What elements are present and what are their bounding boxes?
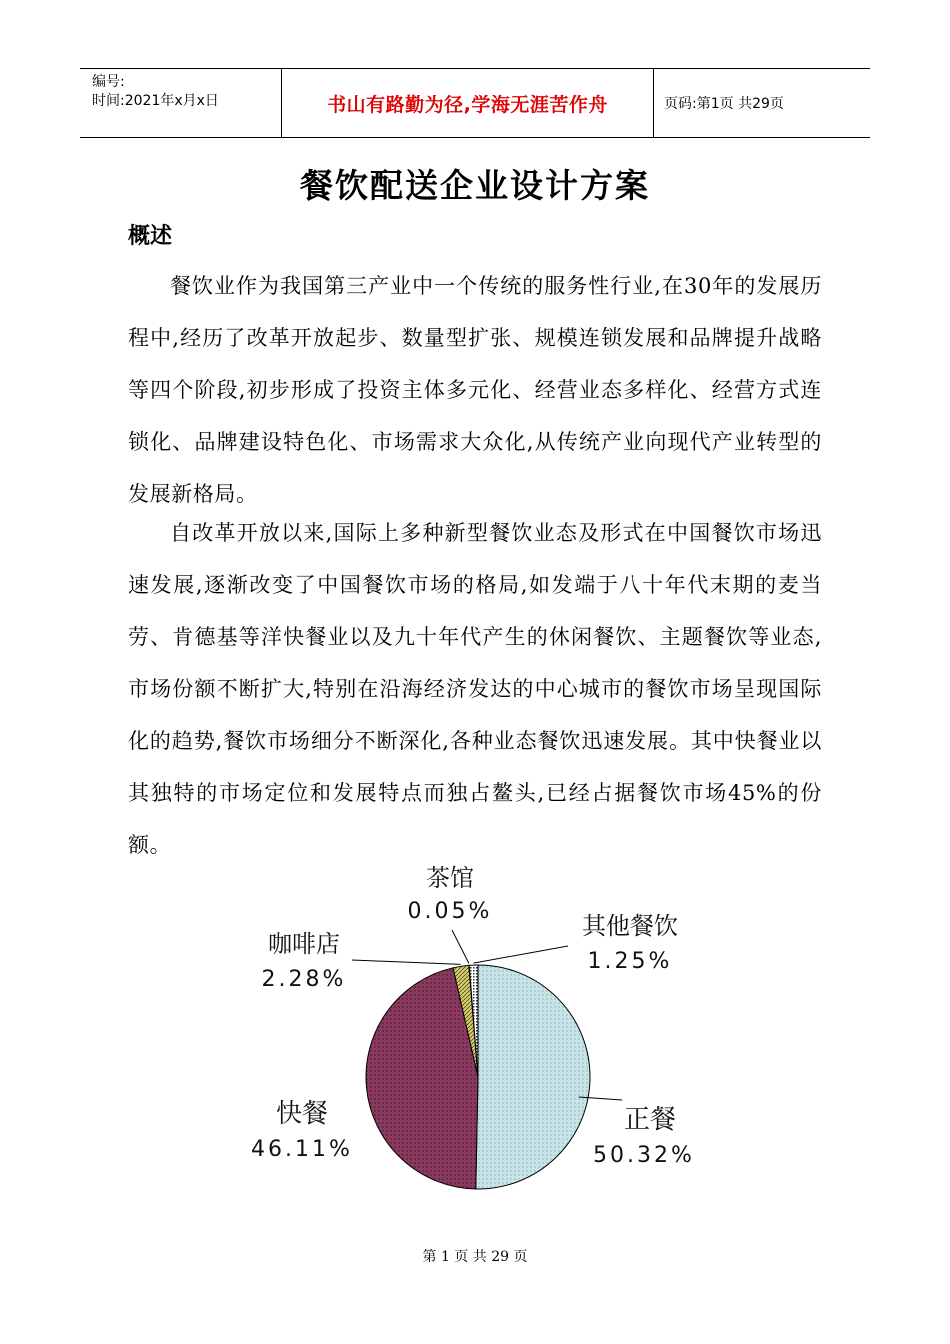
header-motto: 书山有路勤为径,学海无涯苦作舟 — [282, 69, 654, 137]
document-date: 时间:2021年x月x日 — [92, 93, 219, 109]
header-page-info: 页码:第1页 共29页 — [664, 96, 784, 112]
leader-line — [452, 930, 469, 963]
slice-label-fast-food: 46.11% — [251, 1137, 353, 1162]
paragraph-2: 自改革开放以来,国际上多种新型餐饮业态及形式在中国餐饮市场迅速发展,逐渐改变了中国餐饮市场的格局,如发端于八十年代末期的麦当劳、肯德基等洋快餐业以及九十年代产生的休闲餐饮、主题餐饮等业态,市场份额不断扩大,特别在沿海经济发达的中心城市的餐饮市场呈现国际化的趋势,餐饮市场细分不断深化,各种业态餐饮迅速发展。其中快餐业以其独特的市场定位和发展特点而独占鳌头,已经占据餐饮市场45%的份额。 — [128, 521, 822, 857]
document-number-label: 编号: — [92, 74, 125, 90]
document-title: 餐饮配送企业设计方案 — [300, 166, 650, 205]
paragraph-1: 餐饮业作为我国第三产业中一个传统的服务性行业,在30年的发展历程中,经历了改革开放起步、数量型扩张、规模连锁发展和品牌提升战略等四个阶段,初步形成了投资主体多元化、经营业态多样化、经营方式连锁化、品牌建设特色化、市场需求大众化,从传统产业向现代产业转型的发展新格局。 — [128, 274, 822, 506]
leader-line — [352, 960, 461, 964]
header-left-cell — [80, 69, 282, 137]
slice-label-coffee-shop: 2.28% — [261, 967, 347, 992]
page-footer: 第 1 页 共 29 页 — [422, 1249, 528, 1265]
slice-label-formal-dining: 50.32% — [593, 1143, 695, 1168]
slice-label-tea-house: 0.05% — [407, 899, 493, 924]
pie-chart — [230, 850, 720, 1220]
header-table — [80, 68, 870, 138]
section-heading: 概述 — [128, 224, 173, 249]
slice-name-formal-dining: 正餐 — [623, 1105, 677, 1135]
leader-line — [474, 946, 568, 963]
slice-name-tea-house: 茶馆 — [426, 864, 474, 892]
pie-slices — [366, 965, 590, 1189]
slice-label-other-dining: 1.25% — [587, 949, 673, 974]
slice-name-fast-food: 快餐 — [275, 1099, 329, 1129]
slice-name-other-dining: 其他餐饮 — [582, 912, 678, 940]
slice-formal-dining — [476, 965, 590, 1189]
slice-name-coffee-shop: 咖啡店 — [268, 930, 340, 958]
